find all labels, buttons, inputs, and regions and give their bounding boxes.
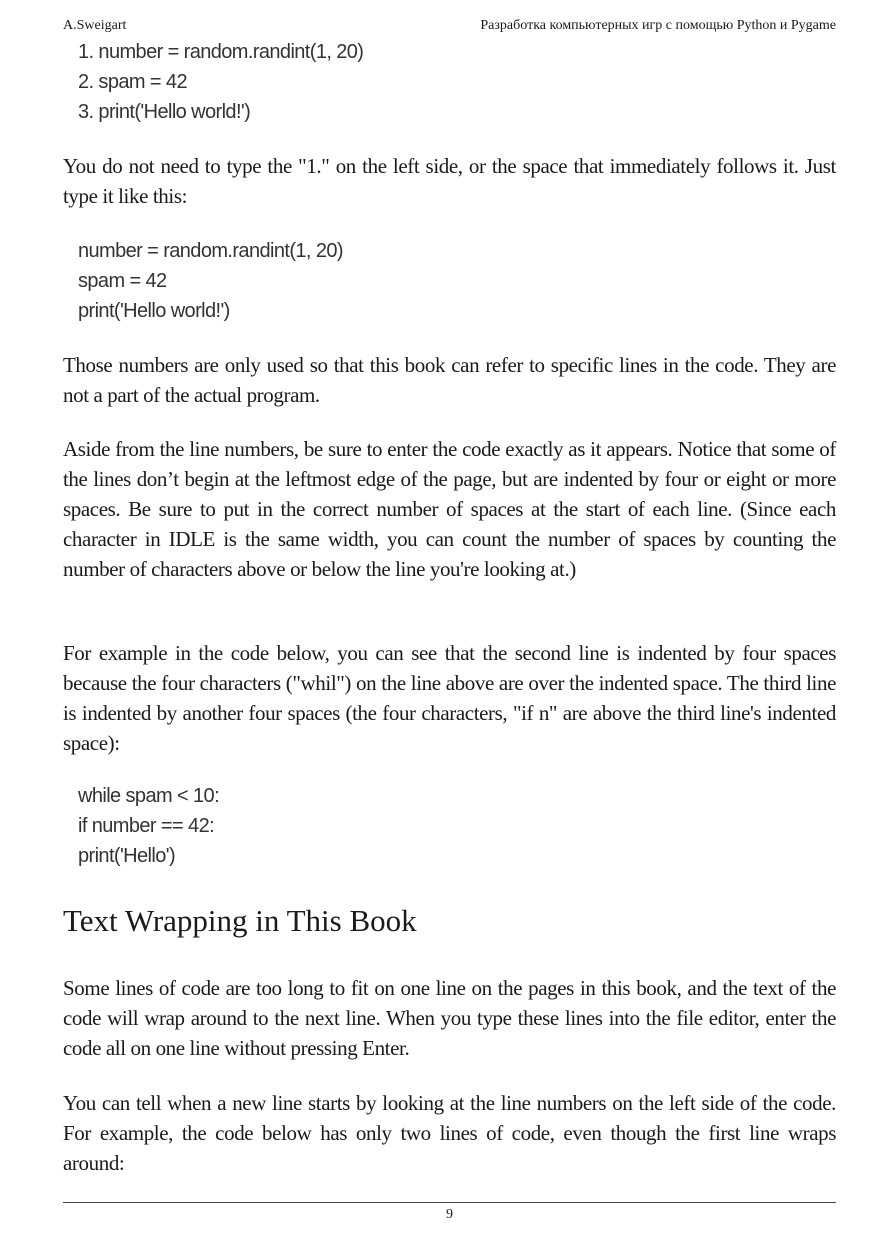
code-line: 2. spam = 42: [78, 71, 187, 93]
code-line: 3. print('Hello world!'): [78, 101, 251, 123]
document-page: [63, 0, 836, 1241]
code-line: spam = 42: [78, 270, 167, 292]
header-author: A.Sweigart: [63, 18, 127, 33]
code-block-numbered: [63, 37, 836, 127]
paragraph-example-indent: For example in the code below, you can see that the second line is indented by four spaces because the four characters ("whil") on the line above are over the indented space. The third line is indented by another four spaces (the four characters, "if n" are above the third line's indented space):: [63, 641, 836, 755]
code-line: 1. number = random.randint(1, 20): [78, 41, 364, 63]
paragraph-aside-indent: Aside from the line numbers, be sure to enter the code exactly as it appears. Notice that some of the lines don’t begin at the leftmost edge of the page, but are indented by four or eight or more spaces. Be sure to put in the correct number of spaces at the start of each line. (Since each character in IDLE is the same width, you can count the number of spaces by counting the number of characters above or below the line you're looking at.): [63, 437, 836, 581]
paragraph-no-type-numbers: You do not need to type the "1." on the left side, or the space that immediately follows it. Just type it like this:: [63, 154, 836, 208]
code-line: number = random.randint(1, 20): [78, 240, 343, 262]
paragraph-numbers-reference: Those numbers are only used so that this book can refer to specific lines in the code. They are not a part of the actual program.: [63, 353, 836, 407]
header-book-title: Разработка компьютерных игр с помощью Python и Pygame: [480, 18, 836, 33]
code-line: print('Hello'): [78, 845, 176, 867]
footer-divider: [63, 1202, 836, 1203]
running-header: [63, 17, 836, 35]
paragraph-long-lines: Some lines of code are too long to fit on one line on the pages in this book, and the text of the code will wrap around to the next line. When you type these lines into the file editor, enter the code all on one line without pressing Enter.: [63, 976, 836, 1060]
section-heading: Text Wrapping in This Book: [63, 903, 417, 938]
paragraph-line-numbers-wrap: You can tell when a new line starts by looking at the line numbers on the left side of the code. For example, the code below has only two lines of code, even though the first line wraps around:: [63, 1091, 836, 1175]
code-block-indent-example: [63, 781, 836, 871]
code-line: if number == 42:: [78, 815, 215, 837]
page-number: 9: [446, 1207, 453, 1222]
code-line: print('Hello world!'): [78, 300, 230, 322]
code-line: while spam < 10:: [78, 785, 220, 807]
code-block-plain: [63, 236, 836, 326]
